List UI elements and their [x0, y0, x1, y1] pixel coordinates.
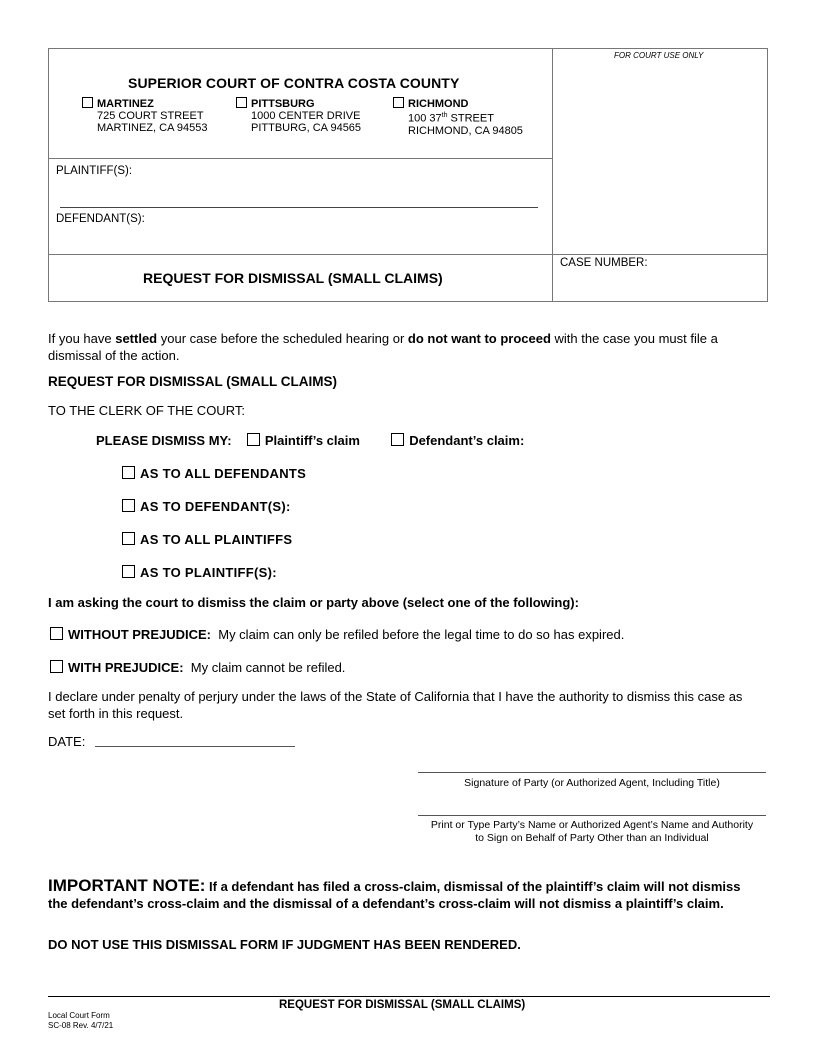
all-plaintiffs-checkbox[interactable]: [122, 532, 135, 545]
martinez-checkbox[interactable]: [82, 97, 93, 108]
footer-rule: [48, 996, 770, 997]
location-pittsburg: PITTSBURG 1000 CENTER DRIVE PITTBURG, CA 94565: [236, 97, 361, 134]
important-note: IMPORTANT NOTE: If a defendant has filed a cross-claim, dismissal of the plaintiff’s claim will not dismiss the defendant’s cross-claim and the dismissal of a defendant’s cross-claim will not dismiss a plaintiff’s claim.: [48, 876, 741, 911]
with-prejudice-checkbox[interactable]: [50, 660, 63, 673]
all-defendants-checkbox[interactable]: [122, 466, 135, 479]
date-field[interactable]: [95, 746, 295, 747]
footer-title: REQUEST FOR DISMISSAL (SMALL CLAIMS): [279, 999, 526, 1011]
printed-name-caption: Print or Type Party’s Name or Authorized Agent’s Name and Authority to Sign on Behalf of Party Other than an Individual: [430, 819, 754, 844]
court-title: SUPERIOR COURT OF CONTRA COSTA COUNTY: [128, 75, 460, 91]
plaintiffs-checkbox[interactable]: [122, 565, 135, 578]
intro-paragraph: If you have settled your case before the scheduled hearing or do not want to proceed with the case you must file a dismissal of the action.: [48, 331, 718, 363]
plaintiff-label: PLAINTIFF(S):: [56, 165, 133, 177]
without-prejudice-row: WITHOUT PREJUDICE: My claim can only be refiled before the legal time to do so has expired.: [50, 626, 624, 643]
title-section-divider: [48, 254, 768, 255]
date-label: DATE:: [48, 734, 86, 749]
option-defendants: AS TO DEFENDANT(S):: [122, 499, 291, 514]
section-heading: REQUEST FOR DISMISSAL (SMALL CLAIMS): [48, 374, 338, 389]
location-richmond: RICHMOND 100 37th STREET RICHMOND, CA 94805: [393, 97, 523, 137]
do-not-use-warning: DO NOT USE THIS DISMISSAL FORM IF JUDGMENT HAS BEEN RENDERED.: [48, 937, 521, 952]
defendant-claim-label: Defendant’s claim:: [409, 433, 525, 448]
signature-caption: Signature of Party (or Authorized Agent, Including Title): [464, 777, 720, 789]
court-use-divider: [552, 48, 553, 302]
declaration: I declare under penalty of perjury under the laws of the State of California that I have the authority to dismiss this case as set forth in this request.: [48, 689, 743, 721]
option-plaintiffs: AS TO PLAINTIFF(S):: [122, 565, 277, 580]
form-title: REQUEST FOR DISMISSAL (SMALL CLAIMS): [143, 270, 443, 286]
pittsburg-checkbox[interactable]: [236, 97, 247, 108]
option-all-defendants: AS TO ALL DEFENDANTS: [122, 466, 306, 481]
case-number-label: CASE NUMBER:: [560, 257, 648, 269]
plaintiff-claim-checkbox[interactable]: [247, 433, 260, 446]
please-dismiss-label: PLEASE DISMISS MY:: [96, 433, 232, 448]
location-martinez: MARTINEZ 725 COURT STREET MARTINEZ, CA 94553: [82, 97, 207, 134]
signature-line[interactable]: [418, 772, 766, 773]
defendant-label: DEFENDANT(S):: [56, 213, 145, 225]
footer-form-info: Local Court Form SC-08 Rev. 4/7/21: [48, 1011, 114, 1030]
to-clerk: TO THE CLERK OF THE COURT:: [48, 403, 245, 418]
court-section-divider: [48, 158, 553, 159]
option-all-plaintiffs: AS TO ALL PLAINTIFFS: [122, 532, 292, 547]
with-prejudice-row: WITH PREJUDICE: My claim cannot be refiled.: [50, 659, 345, 676]
defendants-checkbox[interactable]: [122, 499, 135, 512]
without-prejudice-checkbox[interactable]: [50, 627, 63, 640]
richmond-checkbox[interactable]: [393, 97, 404, 108]
please-dismiss-row: [96, 433, 524, 448]
asking-text: I am asking the court to dismiss the claim or party above (select one of the following):: [48, 595, 579, 610]
party-separator-line: [60, 207, 538, 208]
printed-name-line[interactable]: [418, 815, 766, 816]
plaintiff-claim-label: Plaintiff’s claim: [264, 433, 360, 448]
defendant-claim-checkbox[interactable]: [391, 433, 404, 446]
court-use-label: FOR COURT USE ONLY: [614, 51, 704, 60]
